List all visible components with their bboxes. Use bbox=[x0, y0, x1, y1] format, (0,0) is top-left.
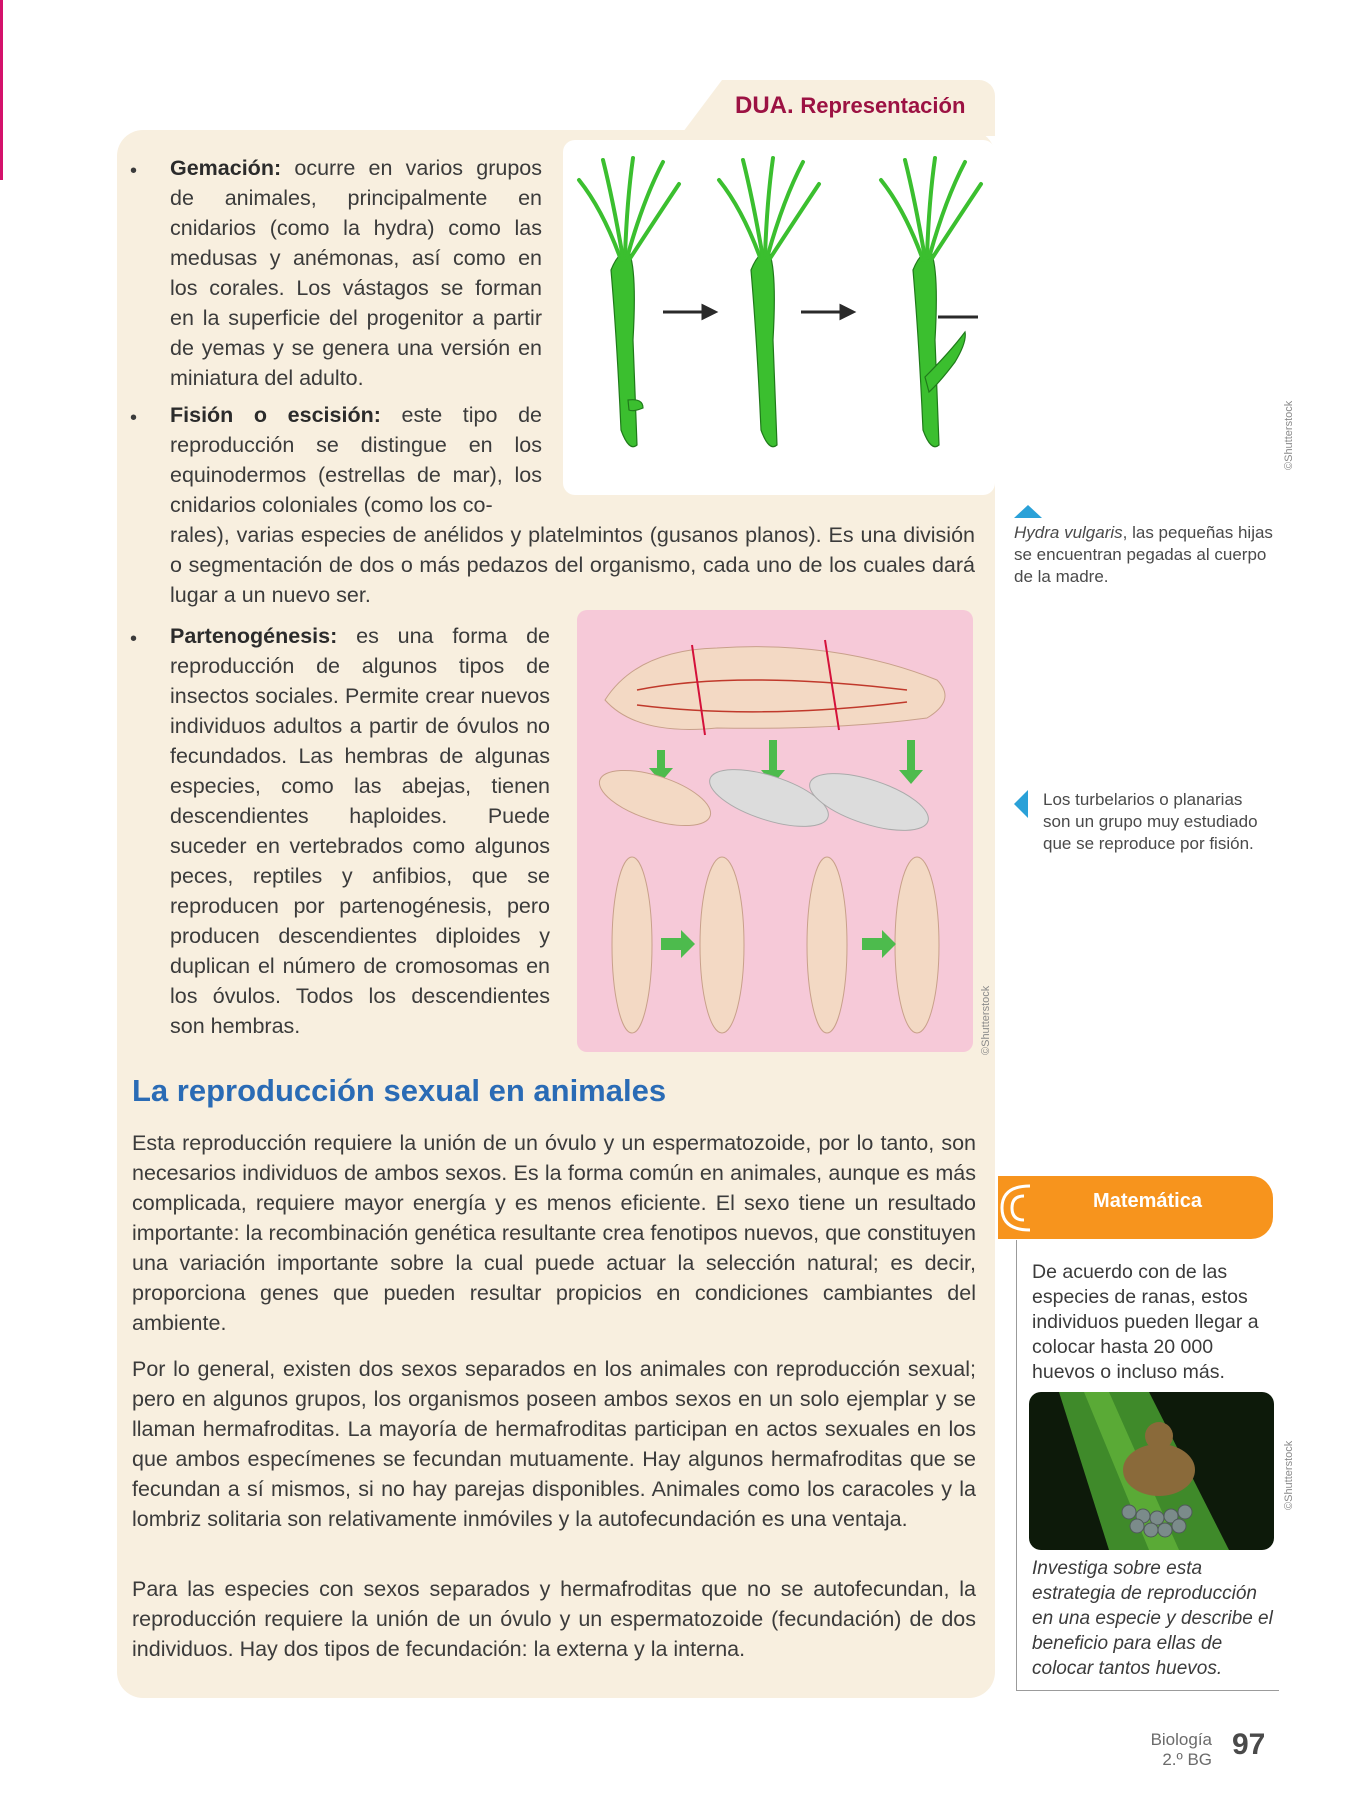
frog-drawing bbox=[1029, 1392, 1274, 1550]
hydra-caption-species: Hydra vulgaris bbox=[1014, 523, 1123, 542]
planaria-caption: Los turbelarios o planarias son un grupo muy estudiado que se reproduce por fisión. bbox=[1043, 790, 1258, 853]
section-paragraph-2: Por lo general, existen dos sexos separados en los animales con reproducción sexual; pero en algunos grupos, los organismos poseen ambos sexos en un solo ejemplar y se llaman hermafroditas. La mayoría de hermafroditas participan en actos sexuales en los que ambos especímenes se fecundan mutuamente. Hay algunos hermafroditas que se fecundan a sí mismos, si no hay parejas disponibles. Animales como los caracoles y la lombriz solitaria son relativamente inmóviles y la autofecundación es una ventaja. bbox=[132, 1357, 976, 1531]
bullet-partenogenesis bbox=[170, 621, 550, 1041]
bullet-dot: • bbox=[130, 628, 138, 650]
page-edge-mark bbox=[0, 0, 3, 180]
dua-label bbox=[735, 92, 965, 120]
hydra-credit: ©Shutterstock bbox=[1283, 400, 1295, 470]
hydra-caption-text: , las pequeñas hijas se encuentran pegadas al cuerpo de la madre. bbox=[1014, 523, 1273, 586]
bullet-dot: • bbox=[130, 160, 138, 182]
planaria-fission-illustration bbox=[577, 610, 973, 1052]
section-heading: La reproducción sexual en animales bbox=[132, 1073, 667, 1108]
bullet-fision-part-b bbox=[170, 520, 975, 610]
footer-grade: 2.º BG bbox=[1162, 1750, 1212, 1769]
frog-credit: ©Shutterstock bbox=[1283, 1440, 1295, 1510]
caption-pointer-left-icon bbox=[1014, 790, 1028, 818]
hydra-caption bbox=[1014, 522, 1276, 588]
page-number: 97 bbox=[1232, 1728, 1266, 1761]
section-paragraph-1: Esta reproducción requiere la unión de un óvulo y un espermatozoide, por lo tanto, son necesarios individuos de ambos sexos. Es la forma común en animales, aunque es más complicada, requiere mayor energía y es menos eficiente. El sexo tiene un resultado importante: la recombinación genética resultante crea fenotipos nuevos, que constituyen una variación importante sobre la cual puede actuar la selección natural; es decir, proporciona genes que pueden resultar propicios en condiciones cambiantes del ambiente. bbox=[132, 1131, 976, 1335]
bullet-parteno-term: Partenogénesis: bbox=[170, 624, 338, 648]
caption-pointer-up-icon bbox=[1014, 505, 1042, 518]
bullet-gemacion bbox=[170, 153, 542, 393]
frog-eggs-photo bbox=[1029, 1392, 1274, 1550]
bullet-fision-text-a: este tipo de reproducción se distingue en los equinodermos (estrellas de mar), los cnidarios coloniales (como los co- bbox=[170, 403, 542, 517]
bullet-gemacion-term: Gemación: bbox=[170, 156, 282, 180]
matematica-text: De acuerdo con de las especies de ranas, estos individuos pueden llegar a colocar hasta 20 000 huevos o incluso más. bbox=[1032, 1261, 1259, 1383]
bullet-fision-term: Fisión o escisión: bbox=[170, 403, 381, 427]
planaria-drawing bbox=[577, 610, 973, 1052]
footer-subject: Biología bbox=[1150, 1730, 1212, 1749]
matematica-question: Investiga sobre esta estrategia de reproducción en una especie y describe el beneficio para ellas de colocar tantos huevos. bbox=[1032, 1558, 1273, 1679]
dua-label-sub: Representación bbox=[800, 93, 966, 118]
bullet-dot: • bbox=[130, 407, 138, 429]
section-paragraph-3: Para las especies con sexos separados y hermafroditas que no se autofecundan, la reproducción requiere la unión de un óvulo y un espermatozoide (fecundación) de dos individuos. Hay dos tipos de fecundación: la externa y la interna. bbox=[132, 1577, 976, 1661]
bullet-fision-text-b: rales), varias especies de anélidos y platelmintos (gusanos planos). Es una división o segmentación de dos o más pedazos del organismo, cada uno de los cuales dará lugar a un nuevo ser. bbox=[170, 523, 975, 607]
dua-label-main: DUA. bbox=[735, 92, 794, 119]
planaria-credit: ©Shutterstock bbox=[980, 985, 992, 1055]
hydra-drawing bbox=[563, 140, 995, 495]
matematica-title: Matemática bbox=[1093, 1190, 1202, 1212]
bullet-gemacion-text: ocurre en varios grupos de animales, principalmente en cnidarios (como la hydra) como las medusas y anémonas, así como en los corales. Los vástagos se forman en la superficie del progenitor a partir de yemas y se genera una versión en miniatura del adulto. bbox=[170, 156, 542, 390]
bullet-fision-part-a bbox=[170, 400, 542, 520]
bullet-parteno-text: es una forma de reproducción de algunos tipos de insectos sociales. Permite crear nuevos individuos adultos a partir de óvulos no fecundados. Las hembras de algunas especies, como las abejas, tienen descendientes haploides. Puede suceder en vertebrados como algunos peces, reptiles y anfibios, que se reproducen por partenogénesis, pero producen descendientes diploides y duplican el número de cromosomas en los óvulos. Todos los descendientes son hembras. bbox=[170, 624, 550, 1038]
hydra-budding-illustration bbox=[563, 140, 995, 495]
